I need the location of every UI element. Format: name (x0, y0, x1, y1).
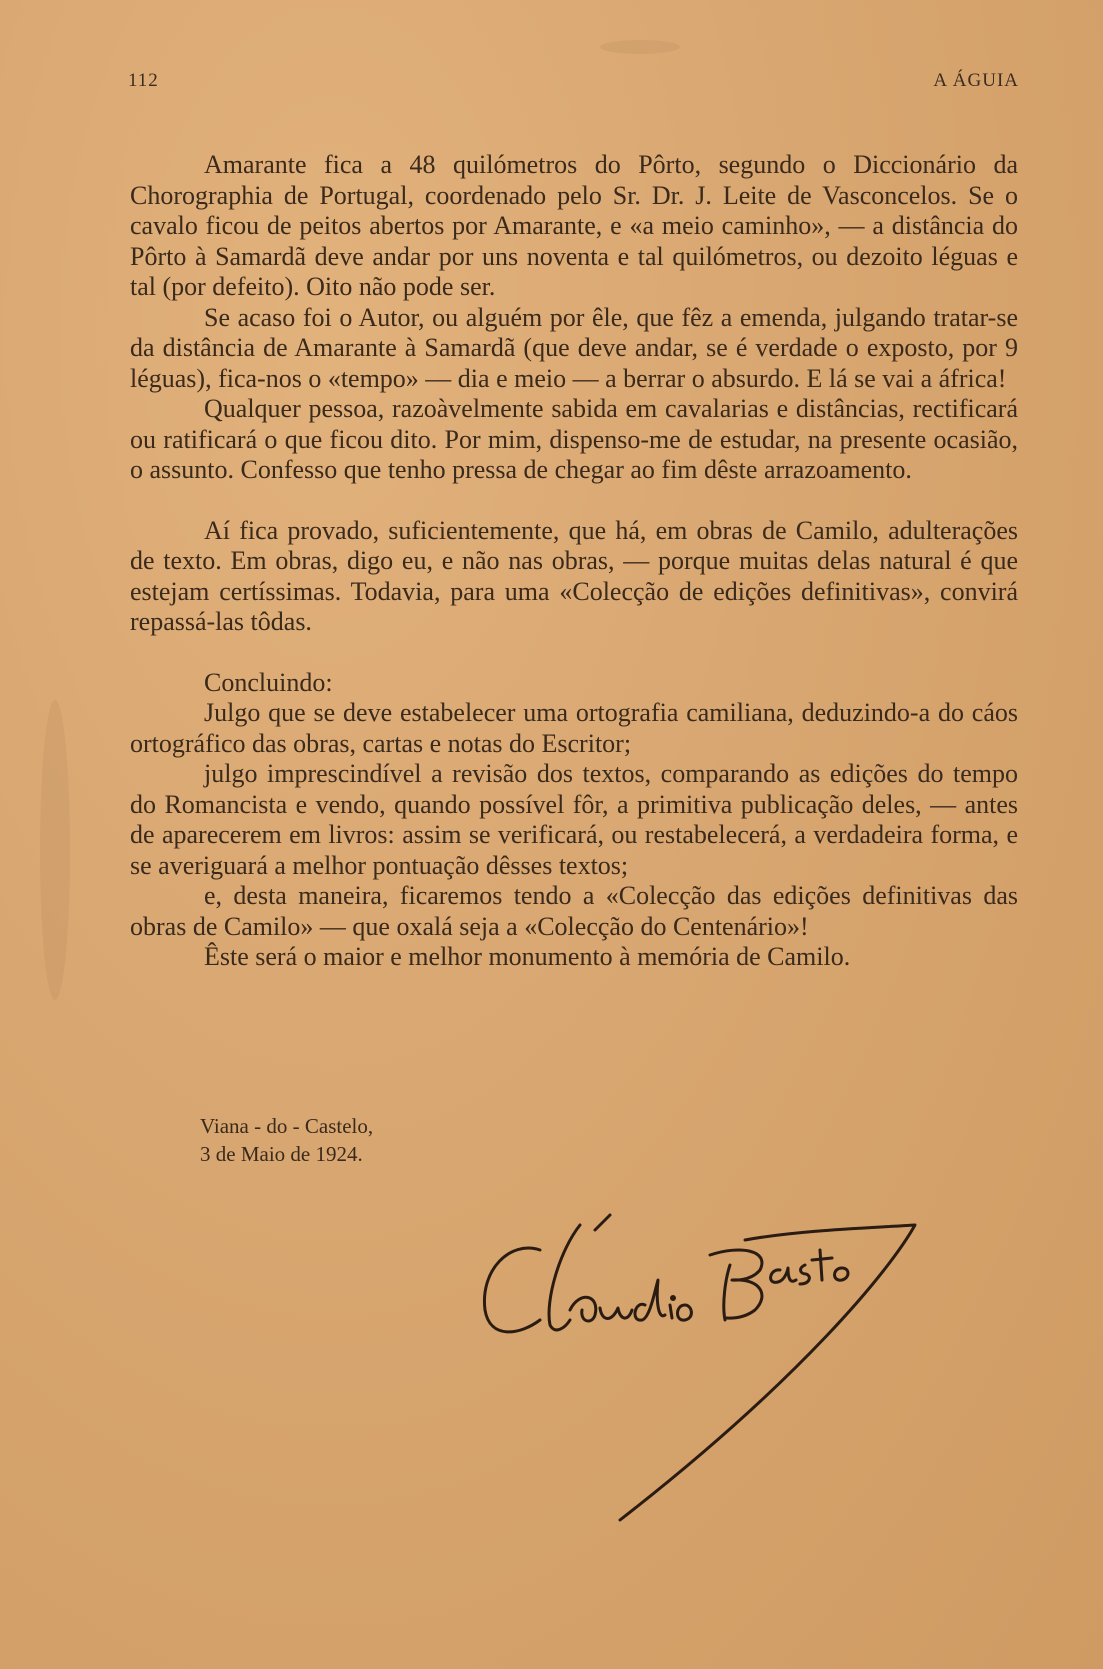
paragraph: Êste será o maior e melhor monumento à memória de Camilo. (204, 942, 851, 971)
handwritten-signature (470, 1210, 990, 1530)
paragraph: Amarante fica a 48 quilómetros do Pôrto, segundo o Diccionário da Chorographia de Portugal, coordenado pelo Sr. Dr. J. Leite de Vasconcelos. Se o cavalo ficou de peitos abertos por Amarante, e «a meio caminho», — a distância do Pôrto à Samardã deve andar por uns noventa e tal quilómetros, ou dezoito léguas e tal (por defeito). Oito não pode ser. (130, 150, 1018, 301)
paper-stain (40, 700, 70, 1000)
journal-title: A ÁGUIA (933, 70, 1019, 91)
paragraph: Se acaso foi o Autor, ou alguém por êle, que fêz a emenda, julgando tratar-se da distância de Amarante à Samardã (que deve andar, se é verdade o exposto, por 9 léguas), fica-nos o «tempo» — dia e meio — a berrar o absurdo. E lá se vai a áfrica! (130, 302, 1018, 393)
place: Viana - do - Castelo, (200, 1114, 374, 1138)
page-number: 112 (128, 70, 159, 91)
paragraph: e, desta maneira, ficaremos tendo a «Colecção das edições definitivas das obras de Camilo» — que oxalá seja a «Colecção do Centenário»! (130, 881, 1018, 941)
paragraph: julgo imprescindível a revisão dos textos, comparando as edições do tempo do Romancista e vendo, quando possível fôr, a primitiva publicação deles, — antes de aparecerem em livros: assim se verificará, ou restabelecerá, a verdadeira forma, e se averiguará a melhor pontuação dêsses textos; (130, 759, 1018, 880)
paper-stain (600, 40, 680, 54)
signature-icon (470, 1210, 990, 1530)
body-text (130, 150, 1018, 973)
date: 3 de Maio de 1924. (200, 1142, 363, 1166)
paragraph: Aí fica provado, suficientemente, que há, em obras de Camilo, adulterações de texto. Em obras, digo eu, e não nas obras, — porque muitas delas natural é que estejam certíssimas. Todavia, para uma «Colecção de edições definitivas», convirá repassá-las tôdas. (130, 515, 1018, 636)
running-header (128, 70, 1019, 92)
paragraph: Julgo que se deve estabelecer uma ortografia camiliana, deduzindo-a do cáos ortográfico das obras, cartas e notas do Escritor; (130, 698, 1018, 758)
place-date (200, 1112, 373, 1168)
paragraph: Concluindo: (204, 667, 333, 697)
paragraph: Qualquer pessoa, razoàvelmente sabida em cavalarias e distâncias, rectificará ou ratificará o que ficou dito. Por mim, dispenso-me de estudar, na presente ocasião, o assunto. Confesso que tenho pressa de chegar ao fim dêste arrazoamento. (130, 394, 1018, 484)
